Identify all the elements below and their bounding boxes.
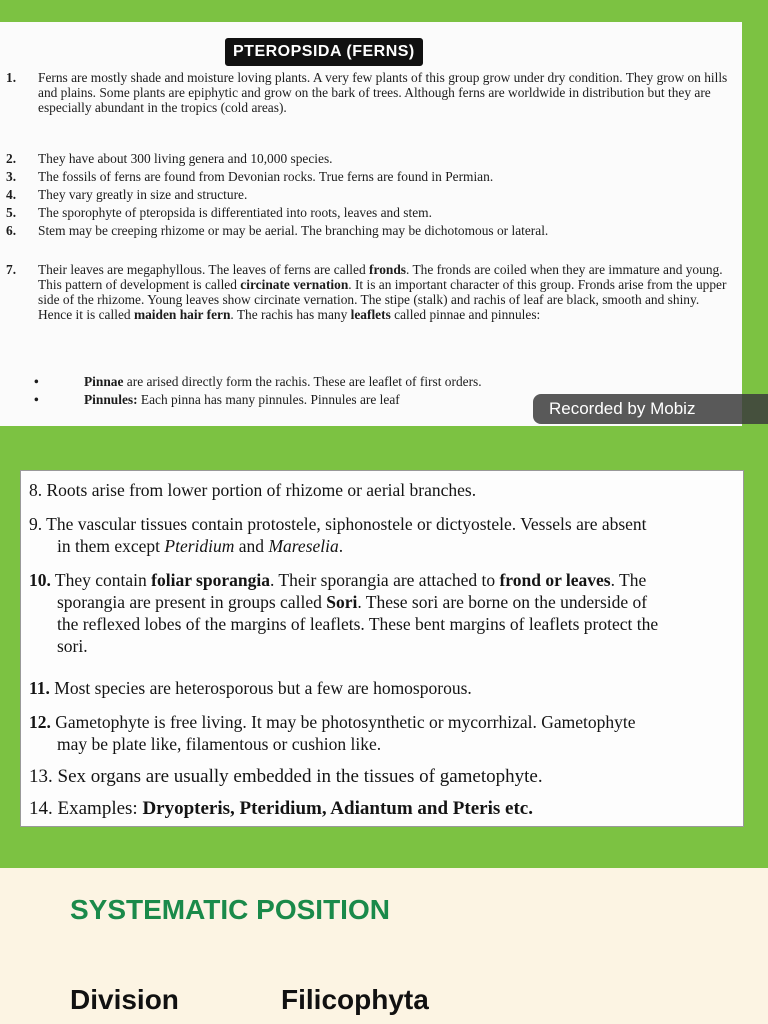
bottom-green-band <box>0 826 768 868</box>
item-text: They vary greatly in size and structure. <box>38 187 248 202</box>
list-item-11: 11. Most species are heterosporous but a few are homosporous. <box>29 678 472 698</box>
bullet-icon: • <box>34 392 39 407</box>
bullet-pinnae: • Pinnae are arised directly form the rachis. These are leaflet of first orders. <box>34 374 482 389</box>
item-text: The sporophyte of pteropsida is differentiated into roots, leaves and stem. <box>38 205 432 220</box>
list-item-4: 4. They vary greatly in size and structure. <box>6 187 732 202</box>
second-green-band <box>0 440 768 470</box>
list-item-10: 10. They contain foliar sporangia. Their sporangia are attached to frond or leaves. The sporangia are present in groups called Sori. These sori are borne on the underside of the reflexed lobes of the margins of leaflets. These bent margins of leaflets protect the sori. <box>29 570 659 656</box>
section-title: PTEROPSIDA (FERNS) <box>225 38 423 66</box>
item-text: The fossils of ferns are found from Devonian rocks. True ferns are found in Permian. <box>38 169 494 184</box>
item-text: Stem may be creeping rhizome or may be aerial. The branching may be dichotomous or lateral. <box>38 223 549 238</box>
list-item-14: 14. Examples: Dryopteris, Pteridium, Adiantum and Pteris etc. <box>29 798 533 819</box>
systematic-position-title: SYSTEMATIC POSITION <box>70 894 390 925</box>
pteropsida-page-2 <box>20 470 744 827</box>
bullet-pinnules: • Pinnules: Each pinna has many pinnules. Pinnules are leaf <box>34 392 400 407</box>
bullet-icon: • <box>34 374 39 389</box>
division-value: Filicophyta <box>281 984 429 1015</box>
middle-green-band <box>0 426 768 440</box>
list-item-2: 2. They have about 300 living genera and 10,000 species. <box>6 151 732 166</box>
list-item-13: 13. Sex organs are usually embedded in the tissues of gametophyte. <box>29 766 543 787</box>
right-green-bar-2 <box>742 470 768 830</box>
list-item-12: 12. Gametophyte is free living. It may be photosynthetic or mycorrhizal. Gametophyte may be plate like, filamentous or cushion like. <box>29 712 636 754</box>
systematic-position-slide <box>0 868 768 1024</box>
list-item-8: 8. Roots arise from lower portion of rhizome or aerial branches. <box>29 480 477 500</box>
left-green-bar <box>0 470 20 830</box>
recorded-by-watermark: Recorded by Mobiz <box>533 394 768 424</box>
list-item-6: 6. Stem may be creeping rhizome or may be aerial. The branching may be dichotomous or lateral. <box>6 223 732 238</box>
list-item-9: 9. The vascular tissues contain protostele, siphonostele or dictyostele. Vessels are absent in them except Pteridium and Mareselia. <box>29 514 647 556</box>
list-item-5: 5. The sporophyte of pteropsida is differentiated into roots, leaves and stem. <box>6 205 732 220</box>
right-green-bar <box>742 0 768 440</box>
item-text: Their leaves are megaphyllous. The leaves of ferns are called fronds. The fronds are coiled when they are immature and young. This pattern of development is called circinate vernation. It is an important character of this group. Fronds arise from the upper side of the rhizome. Young leaves show circinate vernation. The stipe (stalk) and rachis of leaf are black, smooth and shiny. Hence it is called maiden hair fern. The rachis has many leaflets called pinnae and pinnules: <box>38 262 727 322</box>
list-item-3: 3. The fossils of ferns are found from Devonian rocks. True ferns are found in Permian. <box>6 169 732 184</box>
division-label: Division <box>70 984 179 1015</box>
item-text: They have about 300 living genera and 10,000 species. <box>38 151 333 166</box>
top-green-bar <box>0 0 768 22</box>
list-item-7: 7. Their leaves are megaphyllous. The leaves of ferns are called fronds. The fronds are coiled when they are immature and young. This pattern of development is called circinate vernation. It is an important character of this group. Fronds arise from the upper side of the rhizome. Young leaves show circinate vernation. The stipe (stalk) and rachis of leaf are black, smooth and shiny. Hence it is called maiden hair fern. The rachis has many leaflets called pinnae and pinnules: <box>6 262 732 322</box>
item-text: Ferns are mostly shade and moisture loving plants. A very few plants of this group grow under dry condition. They grow on hills and plains. Some plants are epiphytic and grow on the bark of trees. Although ferns are worldwide in distribution but they are especially abundant in the tropics (cold areas). <box>38 70 728 115</box>
pteropsida-page-1 <box>0 22 742 426</box>
list-item-1: 1. Ferns are mostly shade and moisture loving plants. A very few plants of this group grow under dry condition. They grow on hills and plains. Some plants are epiphytic and grow on the bark of trees. Although ferns are worldwide in distribution but they are especially abundant in the tropics (cold areas). <box>6 70 732 115</box>
